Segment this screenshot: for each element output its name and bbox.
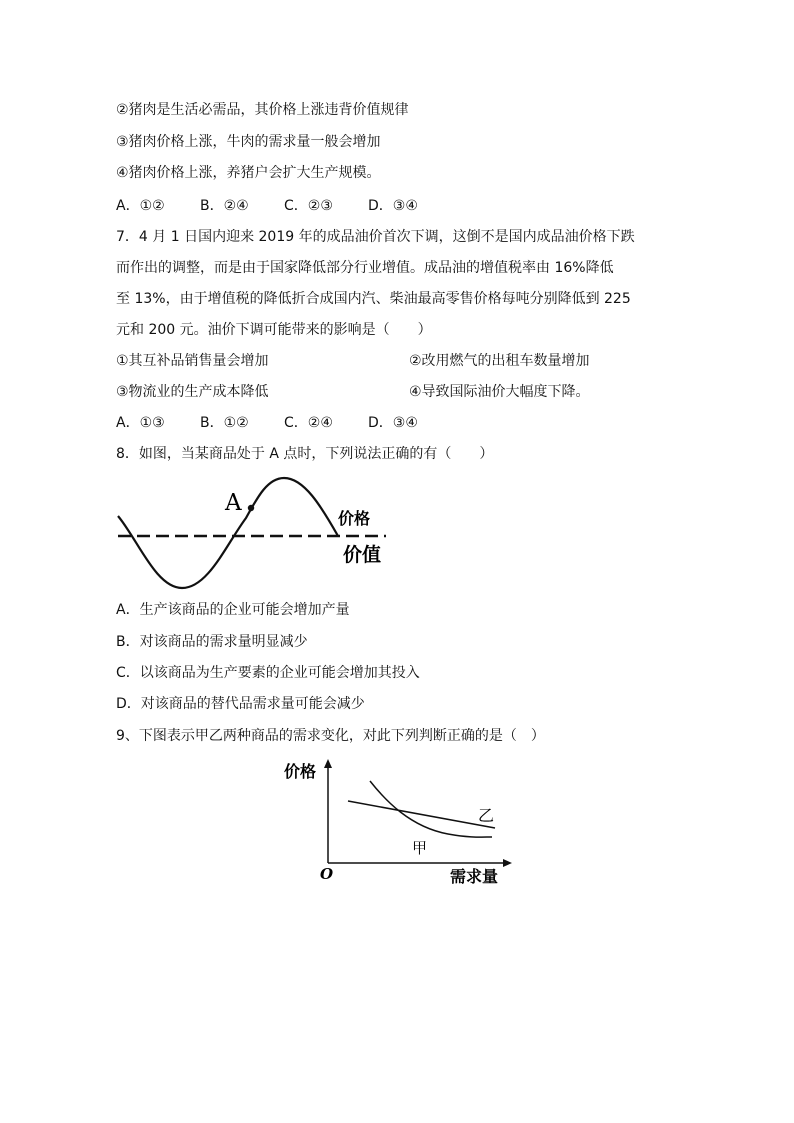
q7-item-2: ②改用燃气的出租车数量增加 bbox=[409, 353, 590, 369]
price-label: 价格 bbox=[338, 509, 371, 528]
q7-options bbox=[116, 413, 418, 433]
point-a-label: A bbox=[225, 490, 242, 516]
q7-item-1: ①其互补品销售量会增加 bbox=[116, 353, 269, 369]
q6-option-c: C．②③ bbox=[284, 198, 333, 214]
y-axis-label: 价格 bbox=[284, 762, 317, 781]
price-value-figure bbox=[116, 470, 396, 595]
q7-stem-line-4: 元和 200 元。油价下调可能带来的影响是（ ） bbox=[116, 322, 432, 338]
q6-item-4: ④猪肉价格上涨，养猪户会扩大生产规模。 bbox=[116, 165, 381, 181]
q9-stem: 9、下图表示甲乙两种商品的需求变化，对此下列判断正确的是（ ） bbox=[116, 728, 545, 744]
q7-item-4: ④导致国际油价大幅度下降。 bbox=[409, 384, 590, 400]
origin-label: O bbox=[320, 865, 334, 883]
q8-option-a: A．生产该商品的企业可能会增加产量 bbox=[116, 602, 350, 618]
q7-option-d: D．③④ bbox=[368, 415, 418, 431]
q6-item-2: ②猪肉是生活必需品，其价格上涨违背价值规律 bbox=[116, 102, 409, 118]
q7-stem-line-2: 而作出的调整，而是由于国家降低部分行业增值。成品油的增值税率由 16%降低 bbox=[116, 260, 614, 276]
q8-option-d: D．对该商品的替代品需求量可能会减少 bbox=[116, 696, 365, 712]
q6-item-3: ③猪肉价格上涨，牛肉的需求量一般会增加 bbox=[116, 134, 381, 150]
q6-option-a: A．①② bbox=[116, 198, 165, 214]
q6-options bbox=[116, 196, 418, 216]
q7-option-b: B．①② bbox=[200, 415, 249, 431]
q8-option-c: C．以该商品为生产要素的企业可能会增加其投入 bbox=[116, 665, 420, 681]
q8-option-b: B．对该商品的需求量明显减少 bbox=[116, 634, 308, 650]
point-a-dot bbox=[248, 505, 254, 511]
q7-stem-line-3: 至 13%，由于增值税的降低折合成国内汽、柴油最高零售价格每吨分别降低到 225 bbox=[116, 291, 631, 307]
x-axis-arrow bbox=[503, 859, 512, 867]
value-label: 价值 bbox=[343, 544, 382, 566]
q7-option-c: C．②④ bbox=[284, 415, 333, 431]
q8-stem: 8．如图，当某商品处于 A 点时，下列说法正确的有（ ） bbox=[116, 446, 494, 462]
q7-option-a: A．①③ bbox=[116, 415, 165, 431]
q7-item-3: ③物流业的生产成本降低 bbox=[116, 384, 269, 400]
q7-stem-line-1: 7．4 月 1 日国内迎来 2019 年的成品油价首次下调，这倒不是国内成品油价格下跌 bbox=[116, 229, 635, 245]
x-axis-label: 需求量 bbox=[450, 867, 499, 886]
curve-yi-label: 乙 bbox=[478, 806, 495, 825]
q6-option-d: D．③④ bbox=[368, 198, 418, 214]
curve-yi bbox=[348, 801, 495, 828]
q6-option-b: B．②④ bbox=[200, 198, 249, 214]
curve-jia-label: 甲 bbox=[412, 839, 428, 857]
demand-curves-figure bbox=[270, 755, 530, 890]
y-axis-arrow bbox=[324, 759, 332, 768]
